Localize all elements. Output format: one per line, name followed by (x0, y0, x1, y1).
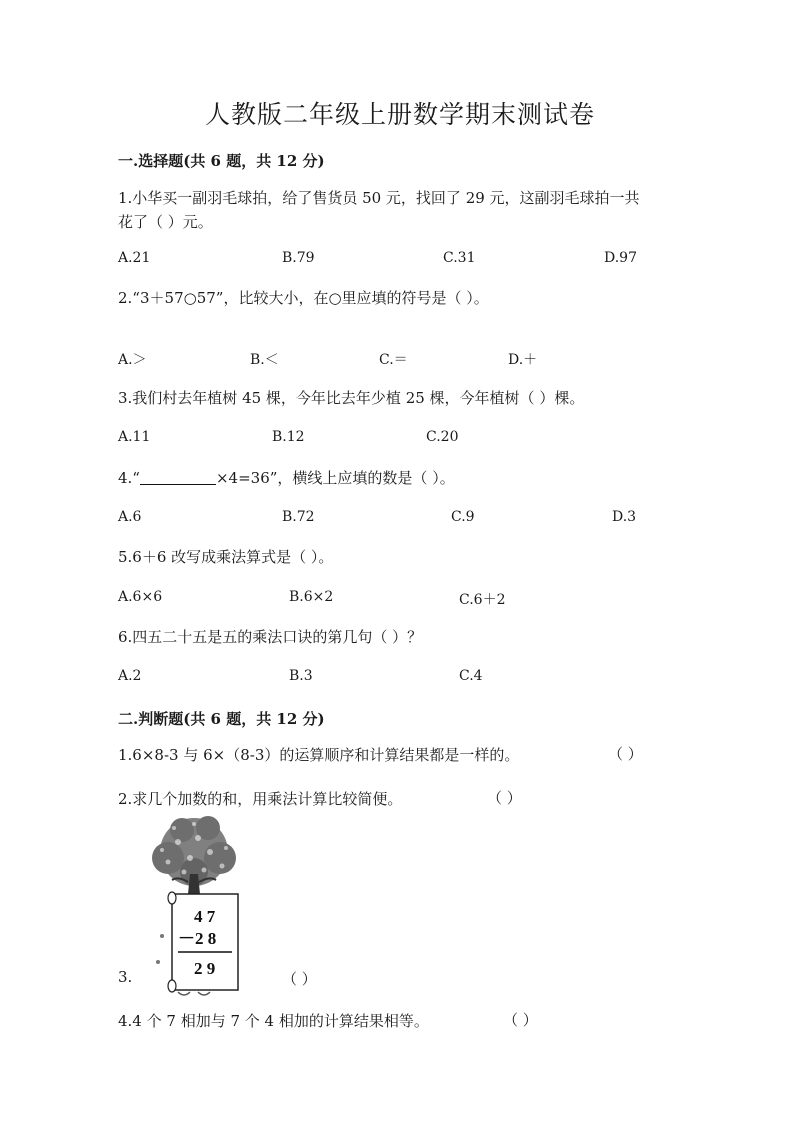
option-d: D.3 (612, 509, 637, 525)
option-b: B.＜ (250, 352, 279, 368)
option-a: A.6 (118, 509, 142, 525)
minuend-digits: 4 7 (194, 907, 216, 926)
question-2: 2.“3＋57○57”，比较大小，在○里应填的符号是（ ）。 (118, 289, 489, 307)
question-1-line1: 1.小华买一副羽毛球拍，给了售货员 50 元，找回了 29 元，这副羽毛球拍一共 (118, 189, 640, 207)
option-b: B.79 (282, 250, 315, 266)
option-c: C.31 (443, 250, 476, 266)
option-c: C.6＋2 (459, 592, 506, 608)
option-c: C.＝ (379, 352, 408, 368)
option-c: C.4 (459, 668, 483, 684)
option-a: A.11 (118, 429, 151, 445)
option-c: C.20 (426, 429, 459, 445)
question-1-line2: 花了（ ）元。 (118, 213, 213, 231)
option-d: D.97 (604, 250, 637, 266)
question-5: 5.6＋6 改写成乘法算式是（ ）。 (118, 548, 334, 566)
option-a: A.2 (118, 668, 142, 684)
option-b: B.3 (289, 668, 313, 684)
answer-parentheses: （ ） (608, 745, 643, 763)
judgement-4: 4.4 个 7 相加与 7 个 4 相加的计算结果相等。 (118, 1012, 429, 1030)
question-1 (118, 186, 688, 234)
judgement-2: 2.求几个加数的和，用乘法计算比较简便。 (118, 790, 403, 808)
answer-parentheses: （ ） (503, 1011, 538, 1029)
judgement-3: 3. (118, 968, 133, 986)
tree-image (138, 812, 250, 1000)
subtrahend-digits: －2 8 (178, 929, 217, 948)
answer-blank-line (140, 468, 216, 485)
option-d: D.＋ (508, 352, 538, 368)
option-a: A.＞ (118, 352, 147, 368)
question-4 (118, 466, 688, 490)
option-a: A.6×6 (118, 589, 163, 605)
option-b: B.12 (272, 429, 305, 445)
question-4-prefix: 4.“ (118, 469, 140, 487)
tree-subtraction-illustration (138, 812, 250, 1000)
question-4-suffix: ×4=36”，横线上应填的数是（ ）。 (215, 469, 455, 487)
option-b: B.6×2 (289, 589, 334, 605)
question-6: 6.四五二十五是五的乘法口诀的第几句（ ）？ (118, 628, 423, 646)
judgement-1: 1.6×8-3 与 6×（8-3）的运算顺序和计算结果都是一样的。 (118, 746, 520, 764)
section-heading-choice: 一.选择题(共 6 题，共 12 分) (118, 152, 325, 170)
option-b: B.72 (282, 509, 315, 525)
section-heading-judgement: 二.判断题(共 6 题，共 12 分) (118, 710, 325, 728)
option-a: A.21 (118, 250, 151, 266)
difference-digits: 2 9 (194, 959, 216, 978)
answer-parentheses: （ ） (282, 970, 317, 988)
page-title: 人教版二年级上册数学期末测试卷 (204, 100, 595, 129)
answer-parentheses: （ ） (487, 789, 522, 807)
question-3: 3.我们村去年植树 45 棵，今年比去年少植 25 棵，今年植树（ ）棵。 (118, 389, 585, 407)
option-c: C.9 (451, 509, 475, 525)
